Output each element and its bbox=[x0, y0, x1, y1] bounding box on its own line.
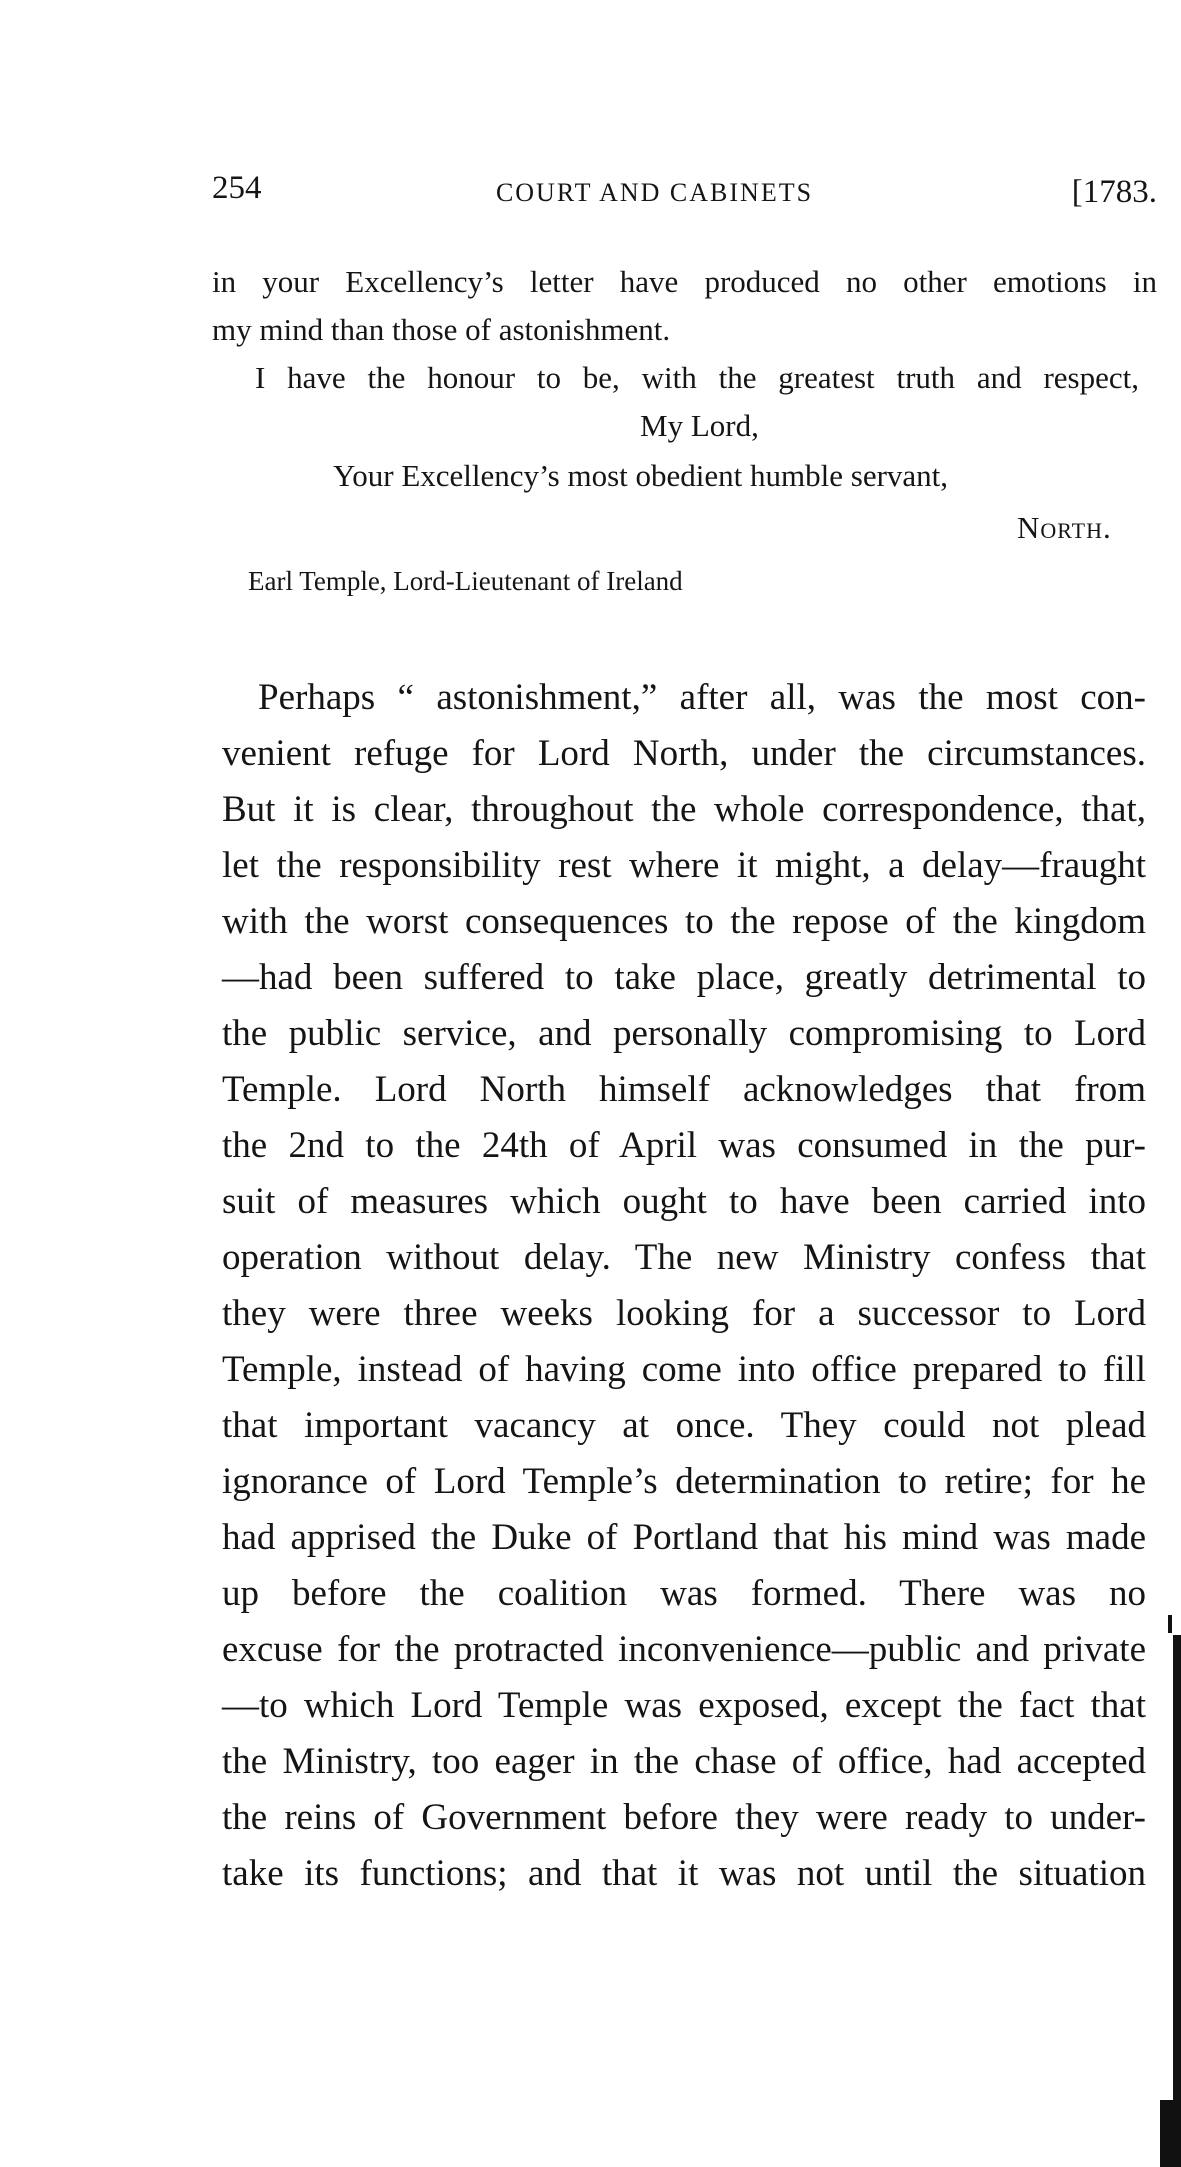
body-line: venient refuge for Lord North, under the circumstances. bbox=[222, 733, 1146, 774]
body-line: the reins of Government before they were ready to under- bbox=[222, 1797, 1146, 1838]
body-line: had apprised the Duke of Portland that his mind was made bbox=[222, 1517, 1146, 1558]
letter-salutation: My Lord, bbox=[640, 408, 759, 443]
body-line: suit of measures which ought to have been carried into bbox=[222, 1181, 1146, 1222]
running-title: COURT AND CABINETS bbox=[495, 178, 814, 207]
body-line: that important vacancy at once. They could not plead bbox=[222, 1405, 1146, 1446]
running-year: [1783. bbox=[1071, 174, 1157, 210]
body-line: they were three weeks looking for a successor to Lord bbox=[222, 1293, 1146, 1334]
body-line: let the responsibility rest where it might, a delay—fraught bbox=[222, 845, 1146, 886]
page-edge-notch bbox=[1160, 2100, 1174, 2167]
body-line: take its functions; and that it was not until the situation bbox=[222, 1853, 1146, 1894]
body-line: Perhaps “ astonishment,” after all, was the most con- bbox=[258, 677, 1146, 718]
body-line: operation without delay. The new Ministry confess that bbox=[222, 1237, 1146, 1278]
letter-line: I have the honour to be, with the greatest truth and respect, bbox=[255, 360, 1139, 395]
letter-line: in your Excellency’s letter have produced no other emotions in bbox=[212, 264, 1157, 299]
page-edge-mark bbox=[1168, 1615, 1172, 1633]
body-line: Temple, instead of having come into office prepared to fill bbox=[222, 1349, 1146, 1390]
body-line: ignorance of Lord Temple’s determination to retire; for he bbox=[222, 1461, 1146, 1502]
running-head bbox=[212, 170, 1157, 220]
letter-addressee: Earl Temple, Lord-Lieutenant of Ireland bbox=[248, 566, 683, 596]
body-line: up before the coalition was formed. There was no bbox=[222, 1573, 1146, 1614]
body-line: the public service, and personally compromising to Lord bbox=[222, 1013, 1146, 1054]
body-line: Temple. Lord North himself acknowledges that from bbox=[222, 1069, 1146, 1110]
page-edge-shadow bbox=[1173, 1635, 1181, 2167]
body-line: with the worst consequences to the repose of the kingdom bbox=[222, 901, 1146, 942]
page-number: 254 bbox=[212, 170, 262, 206]
body-line: excuse for the protracted inconvenience—public and private bbox=[222, 1629, 1146, 1670]
body-line: —had been suffered to take place, greatly detrimental to bbox=[222, 957, 1146, 998]
letter-signature: North. bbox=[1017, 510, 1112, 545]
letter-line: my mind than those of astonishment. bbox=[212, 312, 671, 347]
body-line: —to which Lord Temple was exposed, except the fact that bbox=[222, 1685, 1146, 1726]
body-line: But it is clear, throughout the whole correspondence, that, bbox=[222, 789, 1146, 830]
body-line: the 2nd to the 24th of April was consumed in the pur- bbox=[222, 1125, 1146, 1166]
body-line: the Ministry, too eager in the chase of office, had accepted bbox=[222, 1741, 1146, 1782]
letter-closing-phrase: Your Excellency’s most obedient humble servant, bbox=[333, 458, 949, 493]
